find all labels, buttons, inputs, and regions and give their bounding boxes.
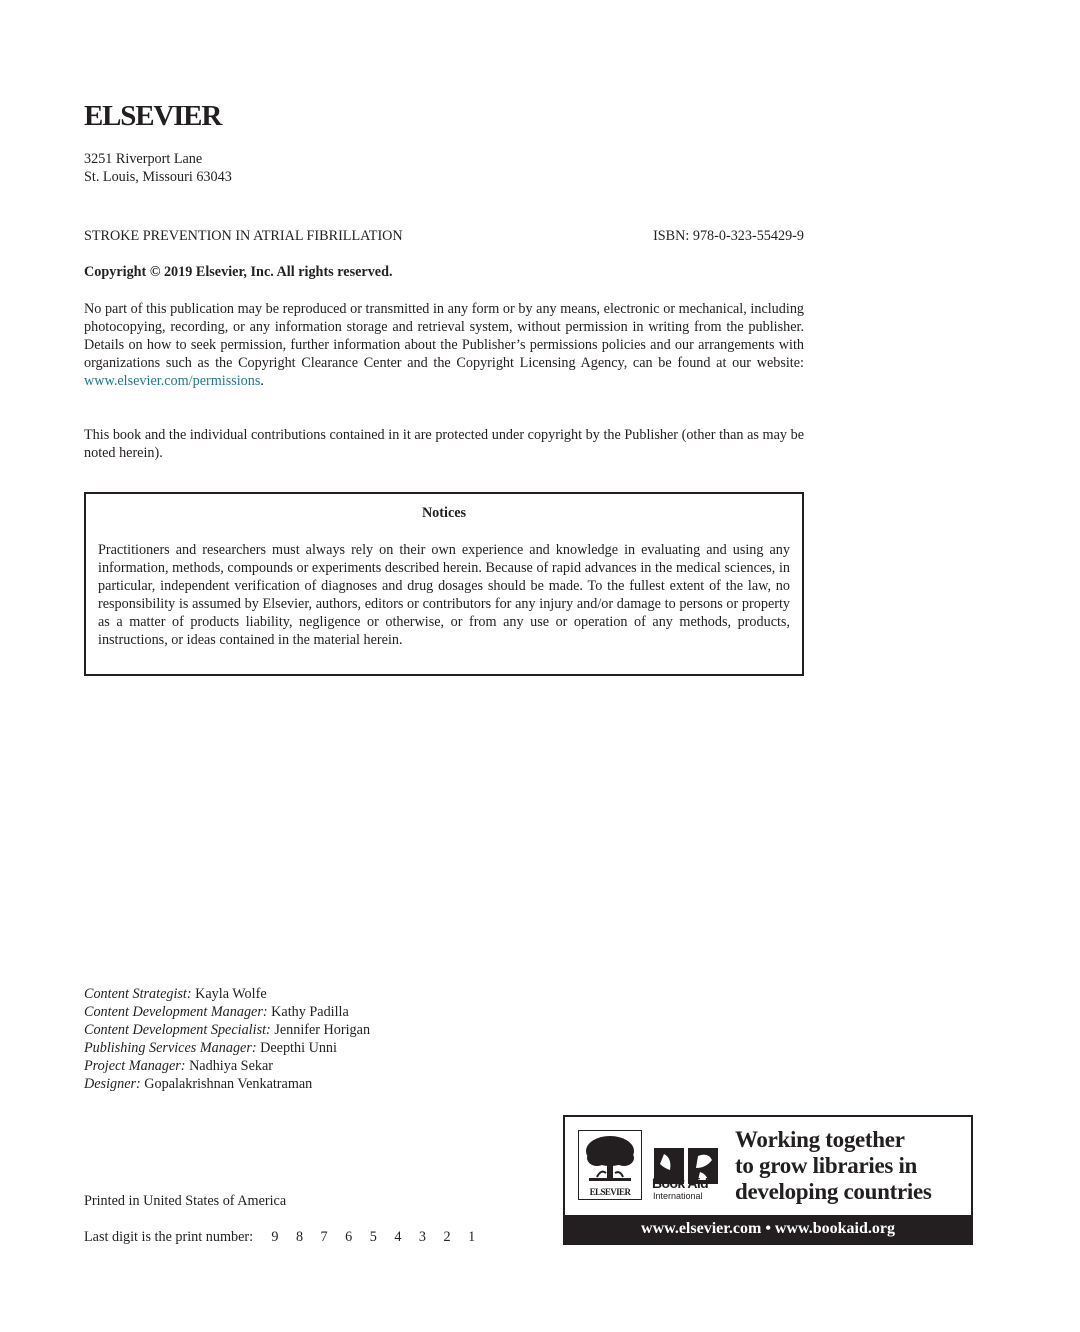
tagline-line: to grow libraries in [735, 1153, 918, 1178]
isbn: ISBN: 978-0-323-55429-9 [653, 228, 804, 244]
credit-role: Content Strategist: [84, 986, 192, 1002]
credit-name: Kayla Wolfe [195, 986, 267, 1002]
address-line-2: St. Louis, Missouri 63043 [84, 169, 232, 185]
print-digit: 3 [418, 1229, 426, 1245]
credit-row [84, 1075, 370, 1093]
notices-body: Practitioners and researchers must always rely on their own experience and knowledge in evaluating and using any information, methods, compounds or experiments described herein. Because of rapid advances in the medical sciences, in particular, independent verification of diagnoses and drug dosages should be made. To the fullest extent of the law, no responsibility is assumed by Elsevier, authors, editors or contributors for any injury and/or damage to persons or property as a matter of products liability, negligence or otherwise, or from any use or operation of any methods, products, instructions, or ideas contained in the material herein. [98, 542, 790, 648]
print-digit: 2 [443, 1229, 451, 1245]
credit-name: Kathy Padilla [271, 1004, 349, 1020]
book-aid-footer-urls[interactable]: www.elsevier.com • www.bookaid.org [565, 1215, 971, 1243]
book-aid-tagline [735, 1127, 932, 1205]
permissions-suffix: . [260, 373, 264, 389]
credit-role: Content Development Specialist: [84, 1022, 271, 1038]
address-line-1: 3251 Riverport Lane [84, 151, 203, 167]
title-isbn-line [84, 228, 804, 246]
print-number-line [84, 1229, 484, 1246]
elsevier-logo: ELSEVIER [84, 100, 222, 132]
permissions-link[interactable]: www.elsevier.com/permissions [84, 373, 261, 389]
book-aid-box [563, 1115, 973, 1245]
permissions-paragraph [84, 300, 804, 390]
credit-role: Designer: [84, 1076, 141, 1092]
printed-in: Printed in United States of America [84, 1193, 287, 1209]
book-aid-logo-name: Book Aid [652, 1175, 709, 1191]
credit-role: Publishing Services Manager: [84, 1040, 257, 1056]
credit-role: Content Development Manager: [84, 1004, 268, 1020]
credit-name: Nadhiya Sekar [189, 1058, 273, 1074]
tree-icon [579, 1131, 641, 1187]
print-digit: 8 [295, 1229, 304, 1245]
print-digit: 1 [468, 1229, 476, 1245]
credit-name: Gopalakrishnan Venkatraman [144, 1076, 313, 1092]
print-digit: 5 [369, 1229, 377, 1245]
print-digit: 7 [320, 1229, 328, 1245]
credit-role: Project Manager: [84, 1058, 186, 1074]
notices-title: Notices [421, 505, 467, 521]
print-digit: 6 [345, 1229, 353, 1245]
notices-box [84, 492, 804, 676]
credit-name: Jennifer Horigan [274, 1022, 371, 1038]
print-number-digits [263, 1229, 484, 1245]
elsevier-tree-logo [578, 1130, 642, 1200]
print-digit: 9 [271, 1229, 279, 1245]
credits-list [84, 985, 370, 1093]
book-aid-logo-sub: International [653, 1191, 703, 1201]
credit-row [84, 1039, 370, 1057]
print-digit: 4 [394, 1229, 402, 1245]
protection-paragraph: This book and the individual contributions contained in it are protected under copyright by the Publisher (other than as may be noted herein). [84, 427, 804, 461]
credit-row [84, 1057, 370, 1075]
permissions-text: No part of this publication may be reproduced or transmitted in any form or by any means, electronic or mechanical, including photocopying, recording, or any information storage and retrieval system, without permission in writing from the publisher. Details on how to seek permission, further information about the Publisher’s permissions policies and our arrangements with organizations such as the Copyright Clearance Center and the Copyright Licensing Agency, can be found at our website: [84, 301, 804, 371]
credit-row [84, 985, 370, 1003]
credit-row [84, 1021, 370, 1039]
book-title: STROKE PREVENTION IN ATRIAL FIBRILLATION [84, 228, 403, 244]
elsevier-logo-label: ELSEVIER [589, 1187, 631, 1197]
tagline-line: Working together [735, 1127, 905, 1152]
credit-name: Deepthi Unni [260, 1040, 337, 1056]
credit-row [84, 1003, 370, 1021]
publisher-address [84, 150, 232, 186]
tagline-line: developing countries [735, 1179, 932, 1204]
print-number-label: Last digit is the print number: [84, 1229, 254, 1245]
copyright-line: Copyright © 2019 Elsevier, Inc. All rights reserved. [84, 264, 393, 280]
